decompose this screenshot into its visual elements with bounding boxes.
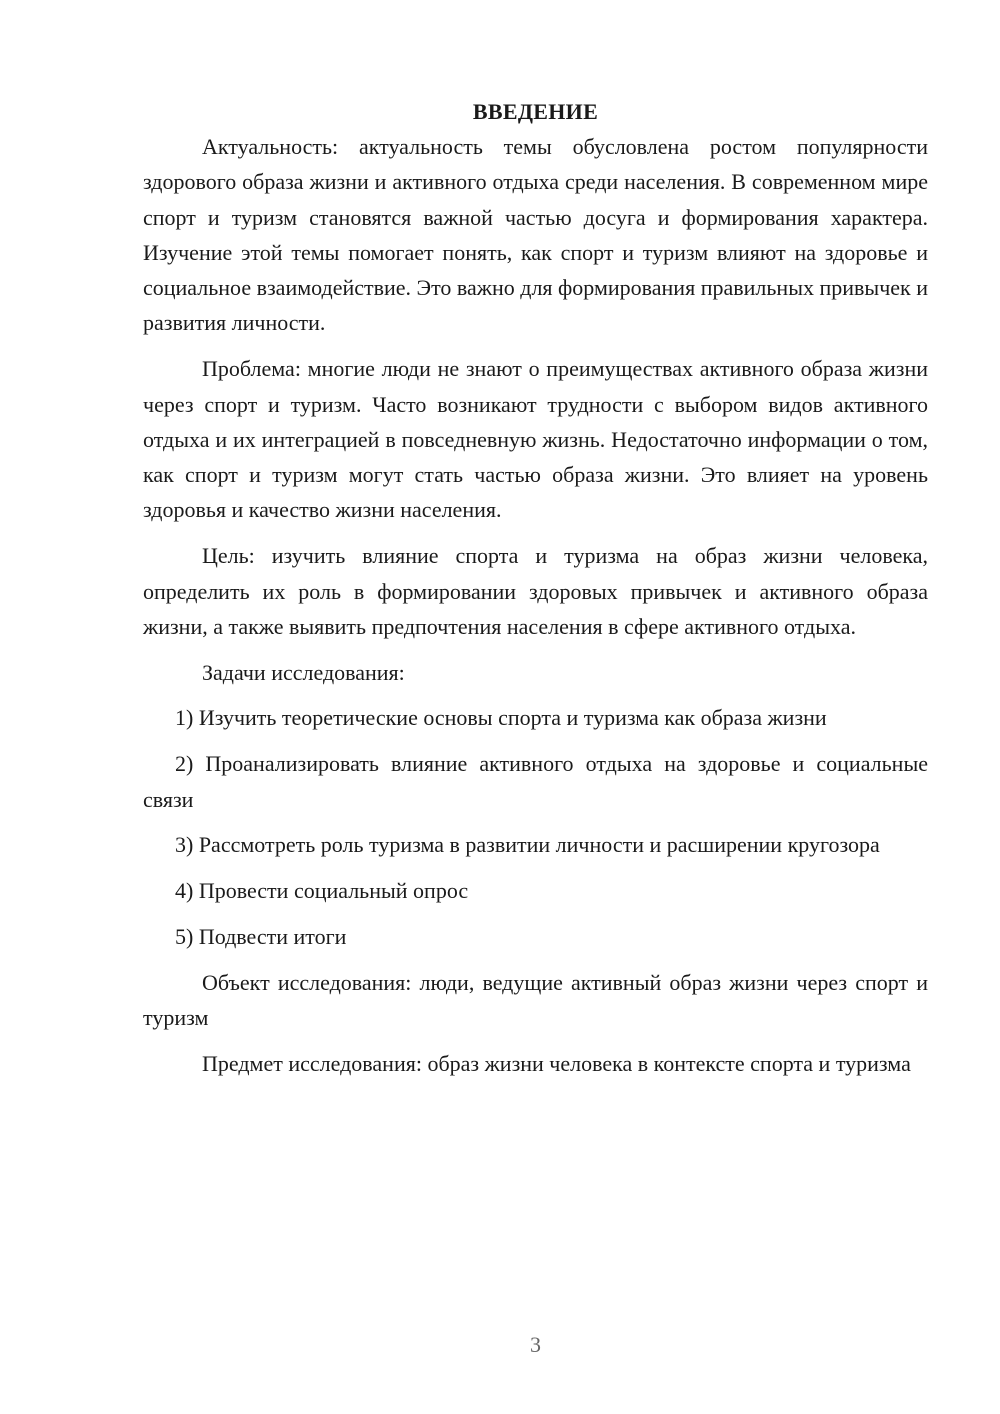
problem-paragraph: Проблема: многие люди не знают о преимуществах активного образа жизни через спорт и туризм. Часто возникают трудности с выбором видов активного отдыха и их интеграцией в повседневную жизнь. Недостаточно информации о том, как спорт и туризм могут стать частью образа жизни. Это влияет на уровень здоровья и качество жизни населения. xyxy=(143,356,928,523)
goal-paragraph: Цель: изучить влияние спорта и туризма на образ жизни человека, определить их роль в формировании здоровых привычек и активного образа жизни, а также выявить предпочтения населения в сфере активного отдыха. xyxy=(143,543,928,639)
document-body xyxy=(143,94,928,1081)
task-item-5: 5) Подвести итоги xyxy=(175,923,347,949)
task-item-4: 4) Провести социальный опрос xyxy=(175,878,469,904)
page-number: 3 xyxy=(530,1332,541,1357)
relevance-paragraph: Актуальность: актуальность темы обусловлена ростом популярности здорового образа жизни и активного отдыха среди населения. В современном мире спорт и туризм становятся важной частью досуга и формирования характера. Изучение этой темы помогает понять, как спорт и туризм влияют на здоровье и социальное взаимодействие. Это важно для формирования правильных привычек и развития личности. xyxy=(143,134,928,336)
task-item-2: 2) Проанализировать влияние активного отдыха на здоровье и социальные связи xyxy=(143,751,928,812)
research-object-paragraph: Объект исследования: люди, ведущие активный образ жизни через спорт и туризм xyxy=(143,969,928,1031)
research-subject-paragraph: Предмет исследования: образ жизни человека в контексте спорта и туризма xyxy=(202,1050,911,1076)
task-item-3: 3) Рассмотреть роль туризма в развитии личности и расширении кругозора xyxy=(175,832,880,858)
page-title: ВВЕДЕНИЕ xyxy=(472,99,599,124)
tasks-heading: Задачи исследования: xyxy=(202,659,405,685)
task-item-1: 1) Изучить теоретические основы спорта и туризма как образа жизни xyxy=(175,705,827,731)
